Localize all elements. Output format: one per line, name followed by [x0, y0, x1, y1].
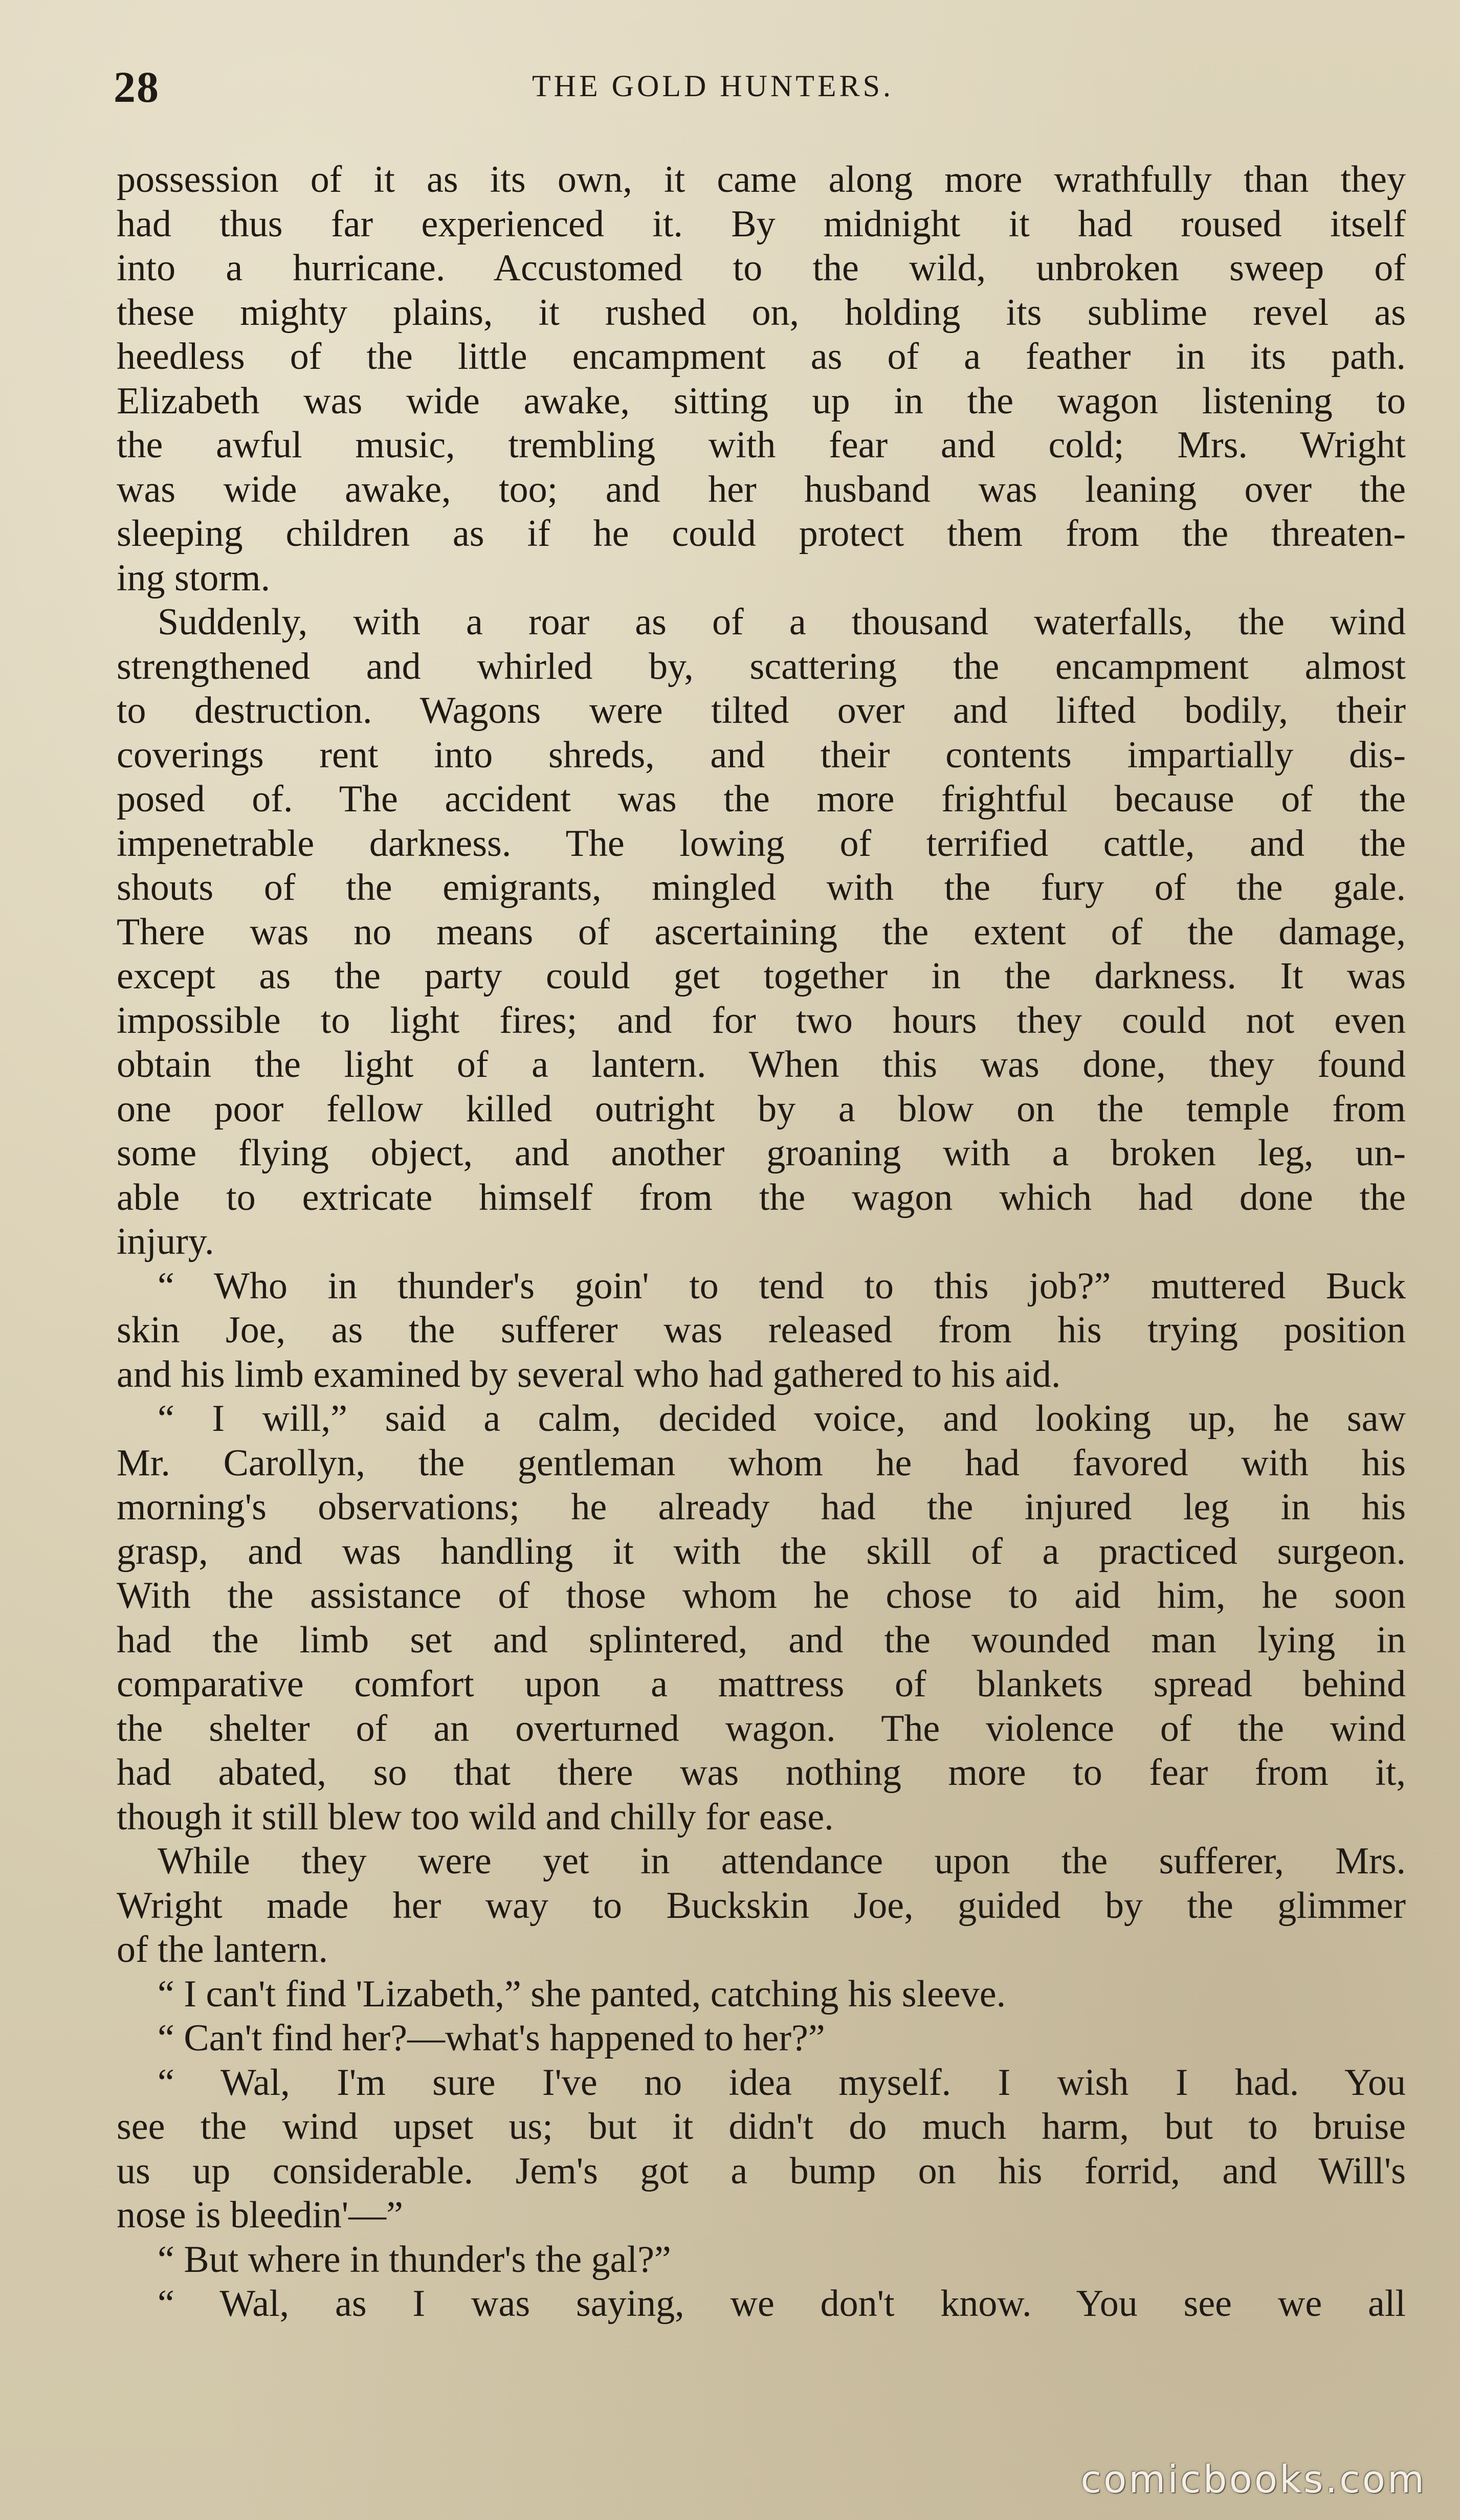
text-line: though it still blew too wild and chilly for ease. [117, 1796, 834, 1838]
text-line: see the wind upset us; but it didn't do much harm, but to bruise [117, 2106, 1406, 2148]
text-line: one poor fellow killed outright by a blow on the temple from [117, 1088, 1406, 1130]
text-line: Wright made her way to Buckskin Joe, guided by the glimmer [117, 1884, 1406, 1927]
text-line: “ Wal, as I was saying, we don't know. You see we all [158, 2283, 1406, 2325]
text-line: the shelter of an overturned wagon. The violence of the wind [117, 1707, 1406, 1750]
text-line: strengthened and whirled by, scattering the encampment almost [117, 645, 1406, 688]
text-line: to destruction. Wagons were tilted over and lifted bodily, their [117, 690, 1406, 732]
text-line: injury. [117, 1221, 214, 1263]
text-line: “ But where in thunder's the gal?” [158, 2238, 671, 2281]
text-line: There was no means of ascertaining the extent of the damage, [117, 911, 1406, 953]
text-line: Elizabeth was wide awake, sitting up in the wagon listening to [117, 380, 1406, 422]
text-line: “ Can't find her?—what's happened to her?” [158, 2017, 825, 2059]
text-line: “ I will,” said a calm, decided voice, and looking up, he saw [158, 1398, 1406, 1440]
text-line: “ Who in thunder's goin' to tend to this job?” muttered Buck [158, 1265, 1406, 1307]
text-line: had thus far experienced it. By midnight it had roused itself [117, 203, 1406, 245]
text-line: had the limb set and splintered, and the wounded man lying in [117, 1619, 1406, 1661]
text-line: posed of. The accident was the more frightful because of the [117, 778, 1406, 820]
text-line: the awful music, trembling with fear and cold; Mrs. Wright [117, 424, 1406, 466]
text-line: “ Wal, I'm sure I've no idea myself. I wish I had. You [158, 2061, 1406, 2104]
text-line: skin Joe, as the sufferer was released from his trying position [117, 1309, 1406, 1351]
text-line: sleeping children as if he could protect them from the threaten- [117, 513, 1406, 555]
text-line: and his limb examined by several who had gathered to his aid. [117, 1353, 1061, 1396]
watermark: comicbooks.com [1080, 2458, 1426, 2502]
text-line: heedless of the little encampment as of a feather in its path. [117, 336, 1406, 378]
text-line: of the lantern. [117, 1929, 328, 1971]
text-line: “ I can't find 'Lizabeth,” she panted, catching his sleeve. [158, 1973, 1006, 2015]
text-line: some flying object, and another groaning with a broken leg, un- [117, 1132, 1406, 1174]
text-line: possession of it as its own, it came along more wrathfully than they [117, 159, 1406, 201]
text-line: into a hurricane. Accustomed to the wild, unbroken sweep of [117, 247, 1406, 289]
text-line: Suddenly, with a roar as of a thousand waterfalls, the wind [158, 601, 1406, 643]
text-line: had abated, so that there was nothing more to fear from it, [117, 1752, 1406, 1794]
text-line: Mr. Carollyn, the gentleman whom he had favored with his [117, 1442, 1406, 1484]
text-line: ing storm. [117, 557, 271, 599]
text-line: able to extricate himself from the wagon which had done the [117, 1176, 1406, 1219]
text-line: grasp, and was handling it with the skill of a practiced surgeon. [117, 1530, 1406, 1573]
text-line: comparative comfort upon a mattress of blankets spread behind [117, 1663, 1406, 1705]
text-line: While they were yet in attendance upon the sufferer, Mrs. [158, 1840, 1406, 1882]
page-number: 28 [114, 62, 160, 112]
text-line: except as the party could get together in the darkness. It was [117, 955, 1406, 997]
text-line: impossible to light fires; and for two hours they could not even [117, 999, 1406, 1042]
text-line: obtain the light of a lantern. When this was done, they found [117, 1044, 1406, 1086]
text-line: With the assistance of those whom he chose to aid him, he soon [117, 1575, 1406, 1617]
text-line: these mighty plains, it rushed on, holding its sublime revel as [117, 291, 1406, 334]
text-line: morning's observations; he already had the injured leg in his [117, 1486, 1406, 1528]
text-line: us up considerable. Jem's got a bump on his forrid, and Will's [117, 2150, 1406, 2192]
page-header [0, 61, 1460, 113]
text-line: coverings rent into shreds, and their contents impartially dis- [117, 734, 1406, 776]
text-line: nose is bleedin'—” [117, 2194, 403, 2236]
text-line: was wide awake, too; and her husband was leaning over the [117, 468, 1406, 511]
text-line: shouts of the emigrants, mingled with the fury of the gale. [117, 867, 1406, 909]
body-text [117, 158, 1406, 2326]
running-head: THE GOLD HUNTERS. [532, 69, 894, 103]
text-line: impenetrable darkness. The lowing of terrified cattle, and the [117, 822, 1406, 865]
